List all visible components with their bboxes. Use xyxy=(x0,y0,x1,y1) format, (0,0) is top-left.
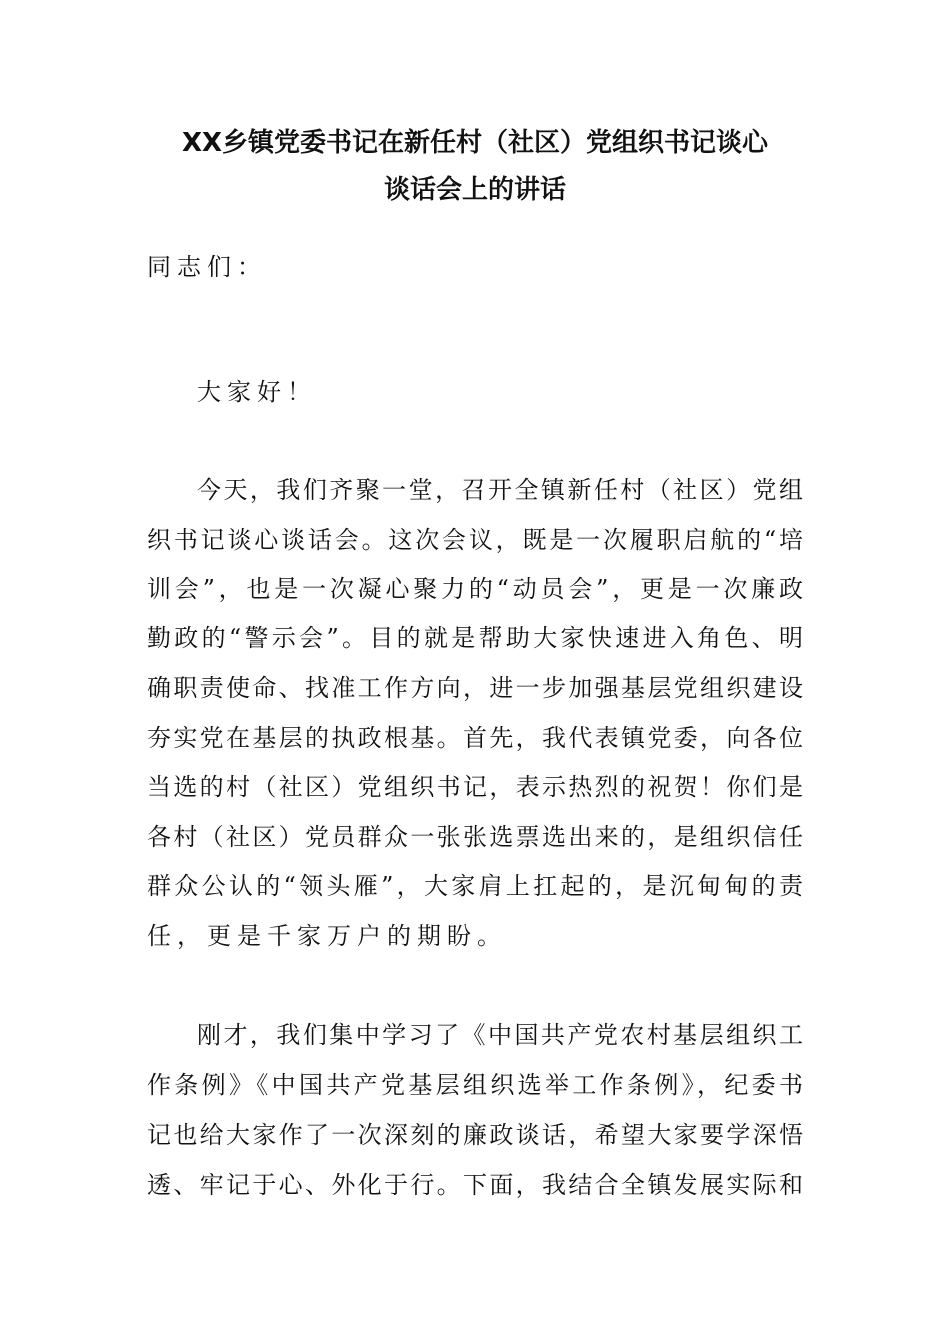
greeting: 大家好！ xyxy=(197,378,317,406)
paragraph-line: 今天，我们齐聚一堂，召开全镇新任村（社区）党组 xyxy=(197,476,803,504)
salutation: 同志们： xyxy=(147,253,267,281)
paragraph-line: 织书记谈心谈话会。这次会议，既是一次履职启航的“培 xyxy=(147,526,803,554)
paragraph-line: 群众公认的“领头雁”，大家肩上扛起的，是沉甸甸的责 xyxy=(147,872,803,900)
document-title-line-1: XX乡镇党委书记在新任村（社区）党组织书记谈心 xyxy=(181,128,769,158)
document-title-line-2: 谈话会上的讲话 xyxy=(383,175,566,205)
paragraph-line: 记也给大家作了一次深刻的廉政谈话，希望大家要学深悟 xyxy=(147,1121,803,1149)
paragraph-line: 任，更是千家万户的期盼。 xyxy=(147,922,507,950)
paragraph-line: 透、牢记于心、外化于行。下面，我结合全镇发展实际和 xyxy=(147,1171,803,1199)
paragraph-line: 当选的村（社区）党组织书记，表示热烈的祝贺！你们是 xyxy=(147,773,803,801)
paragraph-line: 刚才，我们集中学习了《中国共产党农村基层组织工 xyxy=(197,1021,803,1049)
paragraph-line: 各村（社区）党员群众一张张选票选出来的，是组织信任 xyxy=(147,823,803,851)
paragraph-line: 确职责使命、找准工作方向，进一步加强基层党组织建设 xyxy=(147,674,803,702)
paragraph-line: 夯实党在基层的执政根基。首先，我代表镇党委，向各位 xyxy=(147,724,803,752)
paragraph-line: 训会”，也是一次凝心聚力的“动员会”，更是一次廉政 xyxy=(147,575,803,603)
paragraph-line: 勤政的“警示会”。目的就是帮助大家快速进入角色、明 xyxy=(147,624,803,652)
paragraph-line: 作条例》《中国共产党基层组织选举工作条例》，纪委书 xyxy=(147,1071,803,1099)
